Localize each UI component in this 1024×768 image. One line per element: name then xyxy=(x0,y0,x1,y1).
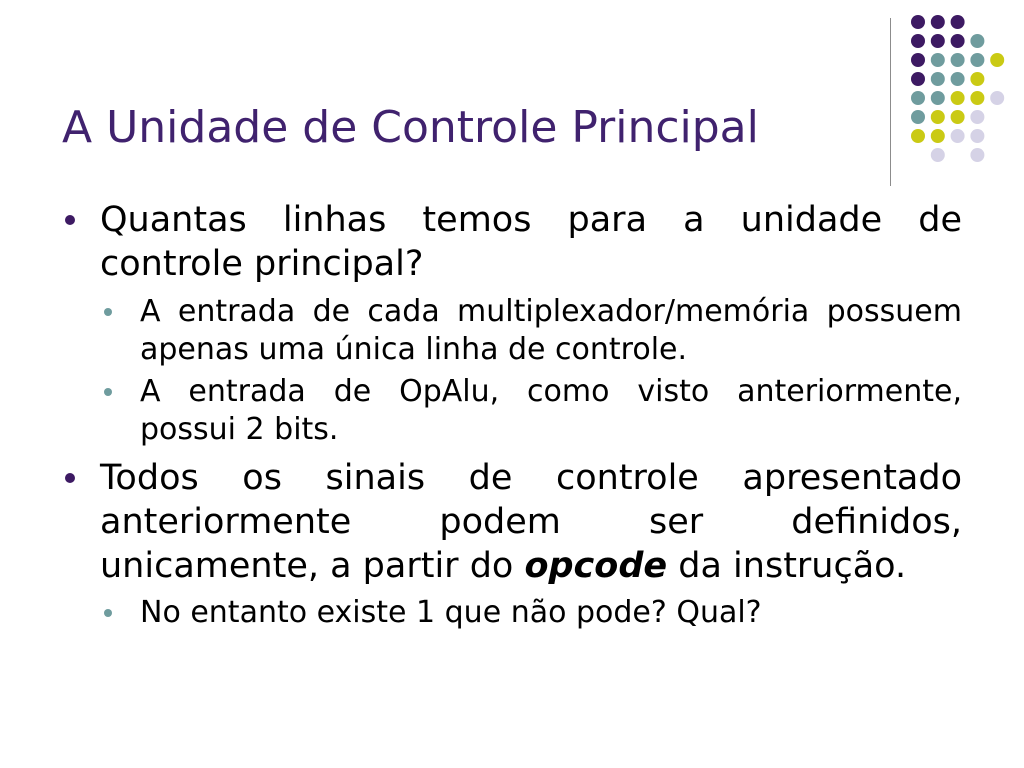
emphasized-term: opcode xyxy=(524,546,668,586)
decor-dot-yellow xyxy=(990,53,1004,67)
decor-dot-yellow xyxy=(951,91,965,105)
sub-bullet-marker-icon xyxy=(104,388,112,396)
decor-dot-purple xyxy=(951,34,965,48)
sub-bullet-text-line: A entrada de cada multiplexador/memória possuem xyxy=(140,294,962,329)
decor-dot-lavender xyxy=(970,110,984,124)
decor-dot-purple xyxy=(911,72,925,86)
decor-dot-yellow xyxy=(931,129,945,143)
bullet-marker-icon xyxy=(65,473,75,483)
decor-dot-lavender xyxy=(970,129,984,143)
decor-dot-teal xyxy=(931,91,945,105)
bullet-item-2 xyxy=(100,456,962,588)
decor-dot-yellow xyxy=(970,72,984,86)
decor-dot-teal xyxy=(970,53,984,67)
decor-dot-purple xyxy=(911,34,925,48)
decor-dot-lavender xyxy=(970,148,984,162)
sub-bullet-text-line: A entrada de OpAlu, como visto anteriormente, xyxy=(140,374,962,409)
decor-dot-yellow xyxy=(970,91,984,105)
bullet-text-line xyxy=(100,544,962,588)
bullet-text-line: Todos os sinais de controle apresentado xyxy=(100,458,962,498)
decor-dot-teal xyxy=(951,72,965,86)
decor-dot-lavender xyxy=(931,148,945,162)
text-segment: da instrução. xyxy=(667,546,907,586)
text-segment: unicamente, a partir do xyxy=(100,546,525,586)
decor-dot-teal xyxy=(970,34,984,48)
decor-dot-yellow xyxy=(911,129,925,143)
decor-dot-lavender xyxy=(990,91,1004,105)
decor-dot-lavender xyxy=(951,129,965,143)
decor-dot-yellow xyxy=(931,110,945,124)
title-divider-line xyxy=(890,18,891,186)
bullet-marker-icon xyxy=(65,215,75,225)
bullet-text-line: anteriormente podem ser definidos, xyxy=(100,502,962,542)
decor-dot-purple xyxy=(931,15,945,29)
sub-bullet-item-1-1 xyxy=(140,293,962,369)
decor-dot-yellow xyxy=(951,110,965,124)
sub-bullet-text-line: apenas uma única linha de controle. xyxy=(140,332,688,367)
decor-dot-purple xyxy=(951,15,965,29)
decor-dot-teal xyxy=(931,72,945,86)
sub-bullet-item-2-1 xyxy=(140,594,962,632)
bullet-item-1 xyxy=(100,198,962,286)
decor-dot-purple xyxy=(911,15,925,29)
bullet-text-line: controle principal? xyxy=(100,244,424,284)
bullet-text-line: Quantas linhas temos para a unidade de xyxy=(100,200,962,240)
sub-bullet-text-line: possui 2 bits. xyxy=(140,412,339,447)
decor-dot-purple xyxy=(911,53,925,67)
slide-title: A Unidade de Controle Principal xyxy=(62,102,759,153)
decor-dot-teal xyxy=(911,91,925,105)
decor-dot-teal xyxy=(911,110,925,124)
decorative-dot-grid xyxy=(900,10,1010,170)
sub-bullet-item-1-2 xyxy=(140,373,962,449)
sub-bullet-marker-icon xyxy=(104,609,112,617)
decor-dot-teal xyxy=(931,53,945,67)
decor-dot-teal xyxy=(951,53,965,67)
sub-bullet-marker-icon xyxy=(104,308,112,316)
decor-dot-purple xyxy=(931,34,945,48)
sub-bullet-text-line: No entanto existe 1 que não pode? Qual? xyxy=(140,595,762,630)
